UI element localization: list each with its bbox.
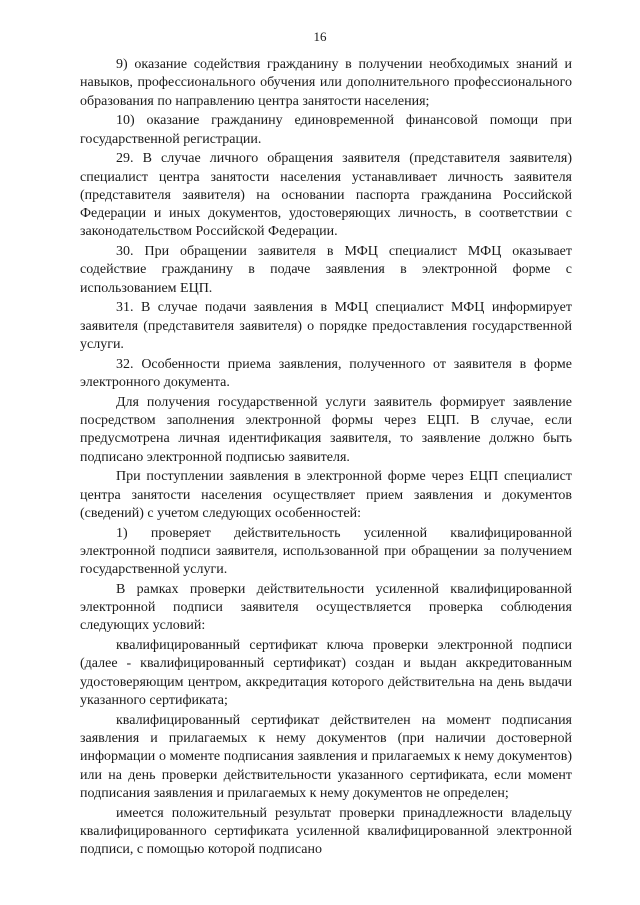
- paragraph-condition-ownership: имеется положительный результат проверки принадлежности владельцу квалифицированного сертификата усиленной квалифицированной электронной подписи, с помощью которой подписано: [80, 805, 572, 858]
- paragraph-signature-check: 1) проверяет действительность усиленной квалифицированной электронной подписи заявителя, использованной при обращении за получением государственной услуги.: [80, 525, 572, 578]
- paragraph-condition-valid: квалифицированный сертификат действителен на момент подписания заявления и прилагаемых к нему документов (при наличии достоверной информации о моменте подписания заявления и прилагаемых к нему документов) или на день проверки действительности указанного сертификата, если момент подписания заявления и прилагаемых к нему документов не определен;: [80, 712, 572, 801]
- paragraph-condition-issued: квалифицированный сертификат ключа проверки электронной подписи (далее - квалифицированный сертификат) создан и выдан аккредитованным удостоверяющим центром, аккредитация которого действительна на день выдачи указанного сертификата;: [80, 638, 572, 708]
- paragraph-clause-29: 29. В случае личного обращения заявителя (представителя заявителя) специалист центра занятости населения устанавливает личность заявителя (представителя заявителя) на основании паспорта гражданина Российской Федерации и иных документов, удостоверяющих личность, в соответствии с законодательством Российской Федерации.: [80, 151, 572, 240]
- paragraph-receipt-via-ecp: При поступлении заявления в электронной форме через ЕЦП специалист центра занятости населения осуществляет прием заявления и документов (сведений) с учетом следующих особенностей:: [80, 469, 572, 521]
- paragraph-clause-32: 32. Особенности приема заявления, полученного от заявителя в форме электронного документа.: [80, 356, 572, 390]
- paragraph-clause-30: 30. При обращении заявителя в МФЦ специалист МФЦ оказывает содействие гражданину в подаче заявления в электронной форме с использованием ЕЦП.: [80, 244, 572, 296]
- page-number: 16: [313, 29, 327, 44]
- paragraph-verification-conditions: В рамках проверки действительности усиленной квалифицированной электронной подписи заявителя осуществляется проверка соблюдения следующих условий:: [80, 581, 572, 634]
- paragraph-clause-31: 31. В случае подачи заявления в МФЦ специалист МФЦ информирует заявителя (представителя заявителя) о порядке предоставления государственной услуги.: [80, 300, 572, 353]
- paragraph-item-9: 9) оказание содействия гражданину в получении необходимых знаний и навыков, профессионального обучения или дополнительного профессионального образования по направлению центра занятости населения;: [80, 57, 572, 109]
- paragraph-electronic-form: Для получения государственной услуги заявитель формирует заявление посредством заполнения электронной формы через ЕЦП. В случае, если предусмотрена личная идентификация заявителя, то заявление должно быть подписано электронной подписью заявителя.: [80, 394, 572, 465]
- paragraph-item-10: 10) оказание гражданину единовременной финансовой помощи при государственной регистрации.: [80, 113, 572, 147]
- document-body: [80, 56, 572, 861]
